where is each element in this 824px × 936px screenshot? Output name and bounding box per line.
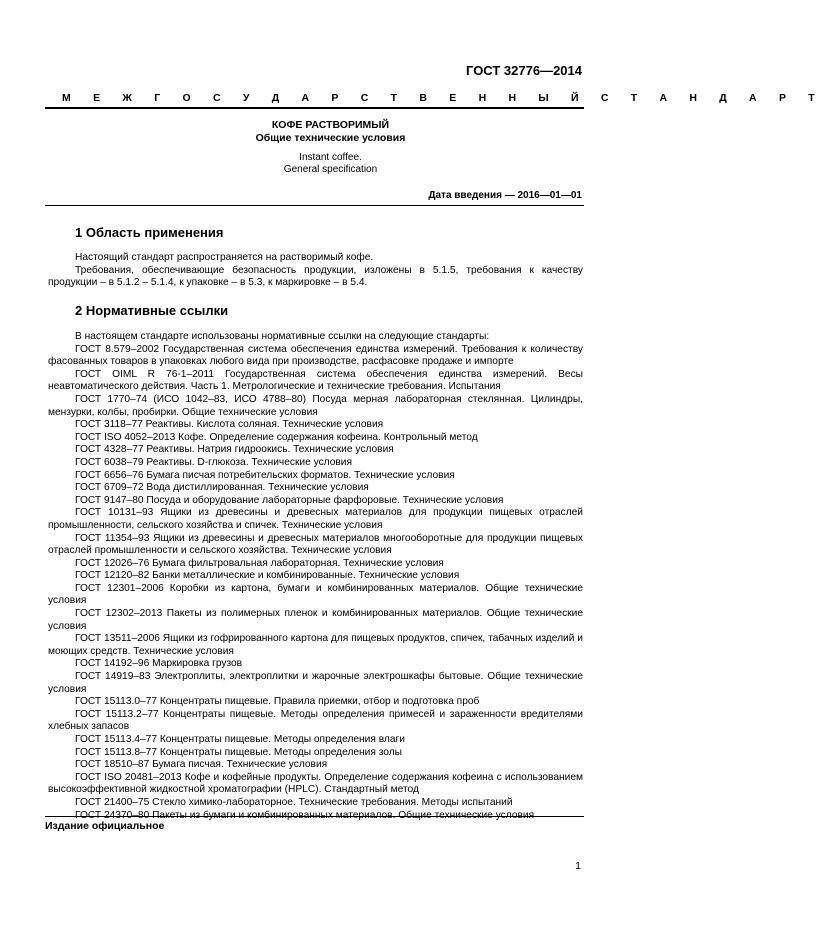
reference-item: ГОСТ 13511–2006 Ящики из гофрированного картона для пищевых продуктов, спичек, табачных изделий и моющих средств. Технические условия: [48, 633, 583, 657]
reference-item: ГОСТ 6038–79 Реактивы. D-глюкоза. Технические условия: [75, 456, 353, 468]
reference-item: ГОСТ 14192–96 Маркировка грузов: [75, 658, 243, 670]
date-rule: [45, 205, 584, 206]
reference-item: ГОСТ 6709–72 Вода дистиллированная. Технические условия: [75, 482, 369, 494]
reference-item: ГОСТ 15113.4–77 Концентраты пищевые. Методы определения влаги: [75, 734, 405, 745]
reference-item: ГОСТ 18510–87 Бумага писчая. Технические условия: [75, 759, 328, 771]
official-edition-label: Издание официальное: [45, 820, 165, 832]
reference-item: ГОСТ 9147–80 Посуда и оборудование лабораторные фарфоровые. Технические условия: [75, 494, 504, 506]
header-rule: [45, 107, 584, 109]
section-1-body: [48, 252, 583, 290]
reference-item: ГОСТ ISO 20481–2013 Кофе и кофейные продукты. Определение содержания кофеина с использованием высокоэффективной жидкостной хроматографии (HPLC). Стандартный метод: [48, 771, 583, 796]
reference-item: ГОСТ 15113.0–77 Концентраты пищевые. Правила приемки, отбор и подготовка проб: [75, 696, 480, 708]
reference-item: ГОСТ 12302–2013 Пакеты из полимерных пленок и комбинированных материалов. Общие технические условия: [48, 608, 583, 632]
reference-item: ГОСТ 15113.8–77 Концентраты пищевые. Методы определения золы: [75, 746, 402, 758]
reference-item: ГОСТ 12120–82 Банки металлические и комбинированные. Технические условия: [75, 570, 460, 582]
reference-item: ГОСТ 12301–2006 Коробки из картона, бумаги и комбинированных материалов. Общие технические условия: [48, 582, 583, 607]
document-number: ГОСТ 32776—2014: [466, 63, 582, 78]
reference-item: ГОСТ 6656–76 Бумага писчая потребительских форматов. Технические условия: [75, 469, 455, 481]
english-subtitle: General specification: [283, 164, 378, 175]
paragraph: Настоящий стандарт распространяется на растворимый кофе.: [75, 252, 374, 263]
reference-item: ГОСТ 3118–77 Реактивы. Кислота соляная. Технические условия: [75, 419, 384, 431]
introduction-date: Дата введения — 2016—01—01: [428, 190, 582, 201]
reference-item: ГОСТ 12026–76 Бумага фильтровальная лабораторная. Технические условия: [75, 557, 444, 569]
english-title: Instant coffee.: [299, 152, 362, 163]
section-1-heading: 1 Область применения: [75, 225, 224, 240]
reference-item: ГОСТ 1770–74 (ИСО 1042–83, ИСО 4788–80) Посуда мерная лабораторная стеклянная. Цилиндры, мензурки, колбы, пробирки. Общие технические условия: [48, 393, 583, 418]
document-subtitle: Общие технические условия: [255, 132, 406, 144]
reference-item: ГОСТ 4328–77 Реактивы. Натрия гидроокись. Технические условия: [75, 444, 394, 456]
standard-type-banner: М Е Ж Г О С У Д А Р С Т В Е Н Н Ы Й С Т А Н Д А Р Т: [62, 92, 824, 104]
reference-item: ГОСТ 8.579–2002 Государственная система обеспечения единства измерений. Требования к количеству фасованных товаров в упаковках любого вида при производстве, расфасовке продаже и импорте: [48, 343, 583, 368]
reference-item: ГОСТ 11354–93 Ящики из древесины и древесных материалов многооборотные для продукции пищевых отраслей промышленности и сельского хозяйства. Технические условия: [48, 532, 583, 557]
page-number: 1: [575, 860, 581, 872]
reference-item: ГОСТ ISO 4052–2013 Кофе. Определение содержания кофеина. Контрольный метод: [75, 431, 478, 443]
section-2-heading: 2 Нормативные ссылки: [75, 303, 229, 318]
references-intro: В настоящем стандарте использованы нормативные ссылки на следующие стандарты:: [75, 331, 490, 342]
references-list: [48, 331, 583, 822]
reference-item: ГОСТ OIML R 76-1–2011 Государственная система обеспечения единства измерений. Весы неавтоматического действия. Часть 1. Метрологические и технические требования. Испытания: [48, 368, 583, 393]
paragraph: Требования, обеспечивающие безопасность продукции, изложены в 5.1.5, требования к качеству продукции – в 5.1.2 – 5.1.4, к упаковке – в 5.3, к маркировке – в 5.4.: [48, 264, 583, 289]
footer-rule: [45, 816, 584, 817]
reference-item: ГОСТ 15113.2–77 Концентраты пищевые. Методы определения примесей и зараженности вредителями хлебных запасов: [48, 708, 583, 733]
document-title: КОФЕ РАСТВОРИМЫЙ: [271, 119, 390, 131]
reference-item: ГОСТ 21400–75 Стекло химико-лабораторное. Технические требования. Методы испытаний: [75, 796, 513, 808]
reference-item: ГОСТ 10131–93 Ящики из древесины и древесных материалов для продукции пищевых отраслей промышленности, сельского хозяйства и спичек. Технические условия: [48, 507, 583, 531]
reference-item: ГОСТ 14919–83 Электроплиты, электроплитки и жарочные электрошкафы бытовые. Общие технические условия: [48, 671, 583, 695]
